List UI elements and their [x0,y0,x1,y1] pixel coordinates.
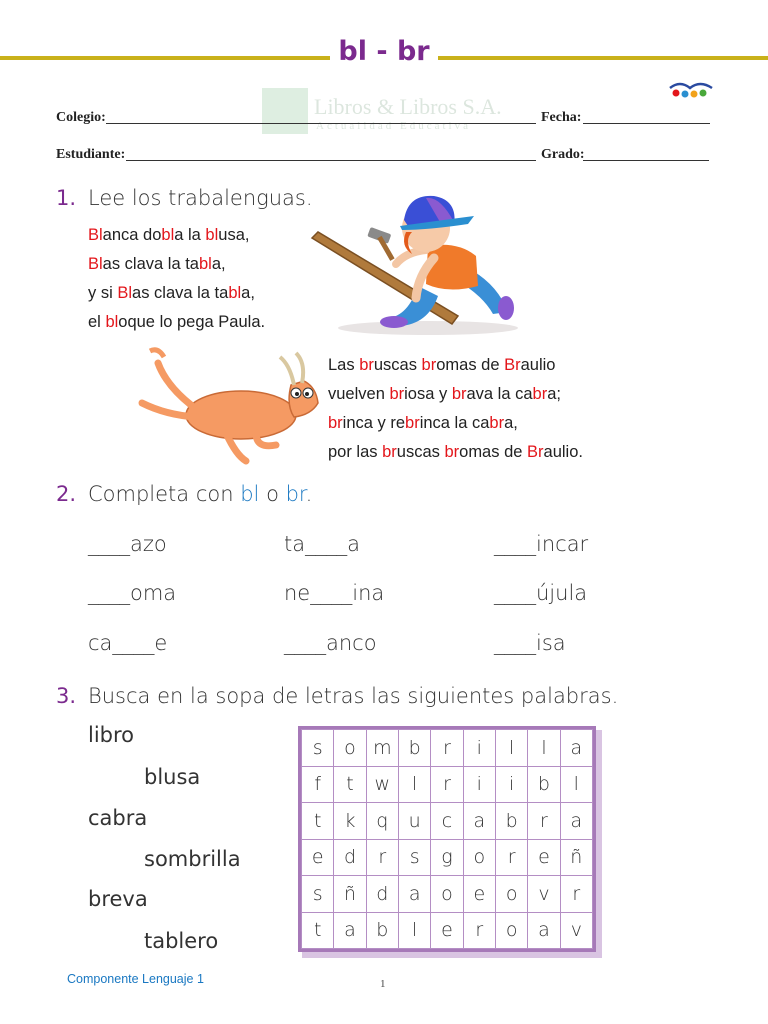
grid-cell[interactable]: ñ [560,839,592,876]
colegio-field[interactable] [106,123,536,124]
watermark-logo-icon [262,88,308,134]
fill-blank-item[interactable]: ne____ina [284,581,385,605]
grid-cell[interactable]: e [431,912,463,949]
grid-cell[interactable]: a [560,803,592,840]
grid-cell[interactable]: e [302,839,334,876]
grid-cell[interactable]: ñ [334,876,366,913]
grid-cell[interactable]: b [366,912,398,949]
grid-cell[interactable]: a [560,730,592,767]
grid-cell[interactable]: s [302,730,334,767]
grid-cell[interactable]: e [463,876,495,913]
fecha-label: Fecha: [541,110,582,125]
poem-line: vuelven briosa y brava la cabra; [328,385,561,403]
colegio-label: Colegio: [56,110,106,125]
fill-blank-item[interactable]: ca____e [88,631,168,655]
grid-cell[interactable]: o [431,876,463,913]
section-1-heading: Lee los trabalenguas. [88,186,313,210]
tongue-twister-braulio [328,351,583,467]
estudiante-field[interactable] [126,160,536,161]
grid-row [302,876,593,913]
grid-cell[interactable]: a [528,912,560,949]
grid-cell[interactable]: a [463,803,495,840]
grid-cell[interactable]: r [431,730,463,767]
poem-line: y si Blas clava la tabla, [88,284,255,302]
grid-cell[interactable]: t [302,803,334,840]
grid-row [302,803,593,840]
grid-cell[interactable]: l [495,730,527,767]
grid-cell[interactable]: e [528,839,560,876]
grid-cell[interactable]: b [398,730,430,767]
grid-row [302,912,593,949]
search-word: libro [88,723,135,747]
grid-cell[interactable]: b [528,766,560,803]
grid-cell[interactable]: d [366,876,398,913]
grid-cell[interactable]: l [398,912,430,949]
grid-cell[interactable]: u [398,803,430,840]
grid-cell[interactable]: r [560,876,592,913]
grid-cell[interactable]: i [463,766,495,803]
boy-hammering-illustration [308,186,518,336]
fill-blank-item[interactable]: ____azo [88,532,167,556]
grid-cell[interactable]: a [334,912,366,949]
grid-cell[interactable]: r [463,912,495,949]
search-word: breva [88,887,148,911]
grid-cell[interactable]: s [302,876,334,913]
grid-cell[interactable]: c [431,803,463,840]
section-2-heading: Completa con bl o br. [88,482,313,506]
grid-cell[interactable]: a [398,876,430,913]
grid-row [302,839,593,876]
section-2-number: 2. [56,482,77,506]
poem-line: el bloque lo pega Paula. [88,313,266,331]
fill-blank-item[interactable]: ____oma [88,581,177,605]
fill-blank-item[interactable]: ____anco [284,631,377,655]
search-word: blusa [144,765,201,789]
grid-cell[interactable]: l [398,766,430,803]
option-br: br [285,482,306,506]
grid-cell[interactable]: g [431,839,463,876]
section-3-heading: Busca en la sopa de letras las siguientes palabras. [88,684,619,708]
fill-blank-item[interactable]: ta____a [284,532,360,556]
grid-cell[interactable]: t [302,912,334,949]
grid-cell[interactable]: v [560,912,592,949]
search-word: cabra [88,806,148,830]
publisher-logo-icon [668,80,714,100]
option-bl: bl [240,482,260,506]
grado-label: Grado: [541,147,585,162]
poem-line: brinca y rebrinca la cabra, [328,414,518,432]
grid-cell[interactable]: k [334,803,366,840]
grado-field[interactable] [583,160,709,161]
word-search-grid [298,726,596,952]
footer-component: Componente Lenguaje 1 [67,972,204,986]
grid-cell[interactable]: i [463,730,495,767]
grid-cell[interactable]: o [334,730,366,767]
grid-cell[interactable]: b [495,803,527,840]
publisher-watermark: Libros & Libros S.A. Actualidad Educativa [262,88,512,138]
fecha-field[interactable] [583,123,710,124]
grid-cell[interactable]: l [528,730,560,767]
grid-cell[interactable]: f [302,766,334,803]
page-title: bl - br [0,36,768,67]
fill-blank-item[interactable]: ____incar [494,532,589,556]
poem-line: Blas clava la tabla, [88,255,226,273]
poem-line: Blanca dobla la blusa, [88,226,250,244]
search-word: sombrilla [144,847,241,871]
fill-blank-item[interactable]: ____újula [494,581,588,605]
grid-cell[interactable]: r [431,766,463,803]
goat-jumping-illustration [136,345,326,465]
poem-line: Las bruscas bromas de Braulio [328,356,556,374]
fill-blank-item[interactable]: ____isa [494,631,566,655]
grid-cell[interactable]: m [366,730,398,767]
grid-cell[interactable]: o [463,839,495,876]
search-word: tablero [144,929,219,953]
grid-cell[interactable]: r [495,839,527,876]
grid-cell[interactable]: s [398,839,430,876]
grid-cell[interactable]: i [495,766,527,803]
grid-row [302,766,593,803]
section-3-number: 3. [56,684,77,708]
grid-cell[interactable]: w [366,766,398,803]
grid-row [302,730,593,767]
estudiante-label: Estudiante: [56,147,126,162]
grid-cell[interactable]: o [495,876,527,913]
grid-cell[interactable]: o [495,912,527,949]
grid-cell[interactable]: r [366,839,398,876]
grid-cell[interactable]: t [334,766,366,803]
grid-cell[interactable]: r [528,803,560,840]
grid-cell[interactable]: q [366,803,398,840]
tongue-twister-blanca [88,221,265,337]
page-number: 1 [380,978,386,990]
grid-cell[interactable]: d [334,839,366,876]
poem-line: por las bruscas bromas de Braulio. [328,443,583,461]
section-1-number: 1. [56,186,77,210]
grid-cell[interactable]: v [528,876,560,913]
grid-cell[interactable]: l [560,766,592,803]
